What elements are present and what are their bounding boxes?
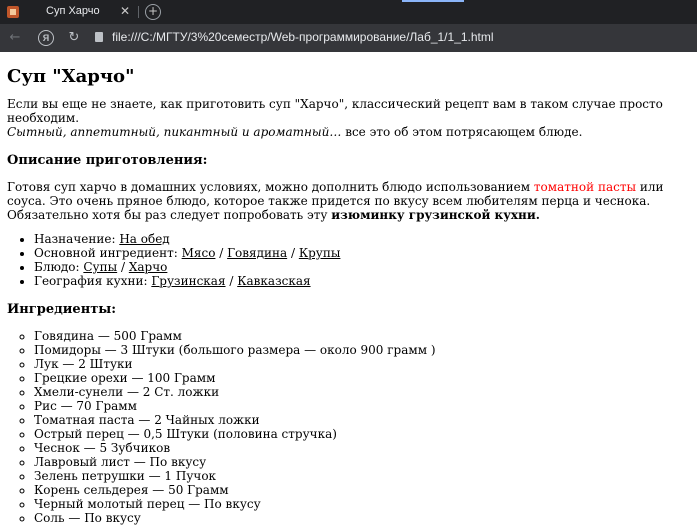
tab-title: Суп Харчо xyxy=(46,5,100,17)
app-favicon-icon xyxy=(6,5,20,19)
address-bar[interactable]: file:///C:/МГТУ/3%20семестр/Web-программирование/Лаб_1/1_1.html xyxy=(112,30,494,44)
link-myaso[interactable]: Мясо xyxy=(181,246,216,260)
info-geography xyxy=(34,274,690,288)
list-item: ◦ Черный молотый перец — По вкусу xyxy=(34,497,690,511)
dish-label: Блюдо: xyxy=(34,260,84,274)
list-item: ◦ Лук — 2 Штуки xyxy=(34,357,690,371)
intro-rest: все это об этом потрясающем блюде. xyxy=(341,125,583,139)
file-icon xyxy=(95,32,103,42)
list-item: ◦ Хмели-сунели — 2 Ст. ложки xyxy=(34,385,690,399)
tab-bar xyxy=(0,0,697,24)
list-item: ◦ Томатная паста — 2 Чайных ложки xyxy=(34,413,690,427)
intro-italic: Сытный, аппетитный, пикантный и ароматный… xyxy=(7,125,342,139)
list-item: ◦ Соль — По вкусу xyxy=(34,511,690,525)
link-harcho[interactable]: Харчо xyxy=(128,260,168,274)
prep-paragraph xyxy=(7,180,690,222)
info-ingredient xyxy=(34,246,690,260)
list-item: ◦ Грецкие орехи — 100 Грамм xyxy=(34,371,690,385)
intro-paragraph xyxy=(7,97,690,139)
yandex-button[interactable]: Я xyxy=(38,30,54,46)
separator: / xyxy=(225,274,238,288)
link-gruzinskaya[interactable]: Грузинская xyxy=(151,274,226,288)
page-title: Суп "Харчо" xyxy=(7,66,135,87)
tab-active[interactable] xyxy=(28,0,136,24)
reload-icon[interactable]: ↻ xyxy=(68,30,80,45)
link-kavkazskaya[interactable]: Кавказская xyxy=(237,274,311,288)
ingredient-label: Основной ингредиент: xyxy=(34,246,182,260)
list-item: ◦ Корень сельдерея — 50 Грамм xyxy=(34,483,690,497)
tab-accent-bar xyxy=(402,0,464,2)
browser-toolbar xyxy=(0,24,697,52)
prep-red-text: томатной пасты xyxy=(533,180,637,194)
geo-label: География кухни: xyxy=(34,274,152,288)
link-krupy[interactable]: Крупы xyxy=(298,246,341,260)
ingredients-heading: Ингредиенты: xyxy=(7,302,117,317)
tab-close-icon[interactable]: ✕ xyxy=(120,4,131,18)
list-item: ◦ Говядина — 500 Грамм xyxy=(34,329,690,343)
prep-heading: Описание приготовления: xyxy=(7,153,208,168)
list-item: ◦ Острый перец — 0,5 Штуки (половина стручка) xyxy=(34,427,690,441)
list-item: ◦ Помидоры — 3 Штуки (большого размера — около 900 грамм ) xyxy=(34,343,690,357)
prep-text-1: Готовя суп харчо в домашних условиях, можно дополнить блюдо использованием xyxy=(7,180,534,194)
page-content xyxy=(0,67,697,525)
list-item: ◦ Чеснок — 5 Зубчиков xyxy=(34,441,690,455)
separator: / xyxy=(215,246,228,260)
info-purpose xyxy=(34,232,690,246)
back-arrow-icon[interactable]: ← xyxy=(9,30,21,45)
list-item: ◦ Лавровый лист — По вкусу xyxy=(34,455,690,469)
list-item: ◦ Рис — 70 Грамм xyxy=(34,399,690,413)
separator: / xyxy=(117,260,129,274)
prep-text-2: или соуса. Это очень пряное блюдо, которое также придется по вкусу всем любителям перца и чеснока. Обязательно хотя бы раз следует попробовать эту xyxy=(7,180,664,222)
info-dish xyxy=(34,260,690,274)
tab-separator xyxy=(138,6,139,18)
prep-bold-text: изюминку грузинской кухни. xyxy=(331,208,540,222)
separator: / xyxy=(287,246,299,260)
new-tab-button[interactable]: + xyxy=(145,4,161,20)
ingredients-list xyxy=(7,329,690,525)
intro-line1: Если вы еще не знаете, как приготовить суп "Харчо", классический рецепт вам в таком случае просто необходим. xyxy=(7,97,663,125)
link-na-obed[interactable]: На обед xyxy=(119,232,170,246)
list-item: ◦ Зелень петрушки — 1 Пучок xyxy=(34,469,690,483)
link-govyadina[interactable]: Говядина xyxy=(227,246,288,260)
dish-info-list xyxy=(7,232,690,288)
link-supy[interactable]: Супы xyxy=(83,260,118,274)
purpose-label: Назначение: xyxy=(34,232,120,246)
